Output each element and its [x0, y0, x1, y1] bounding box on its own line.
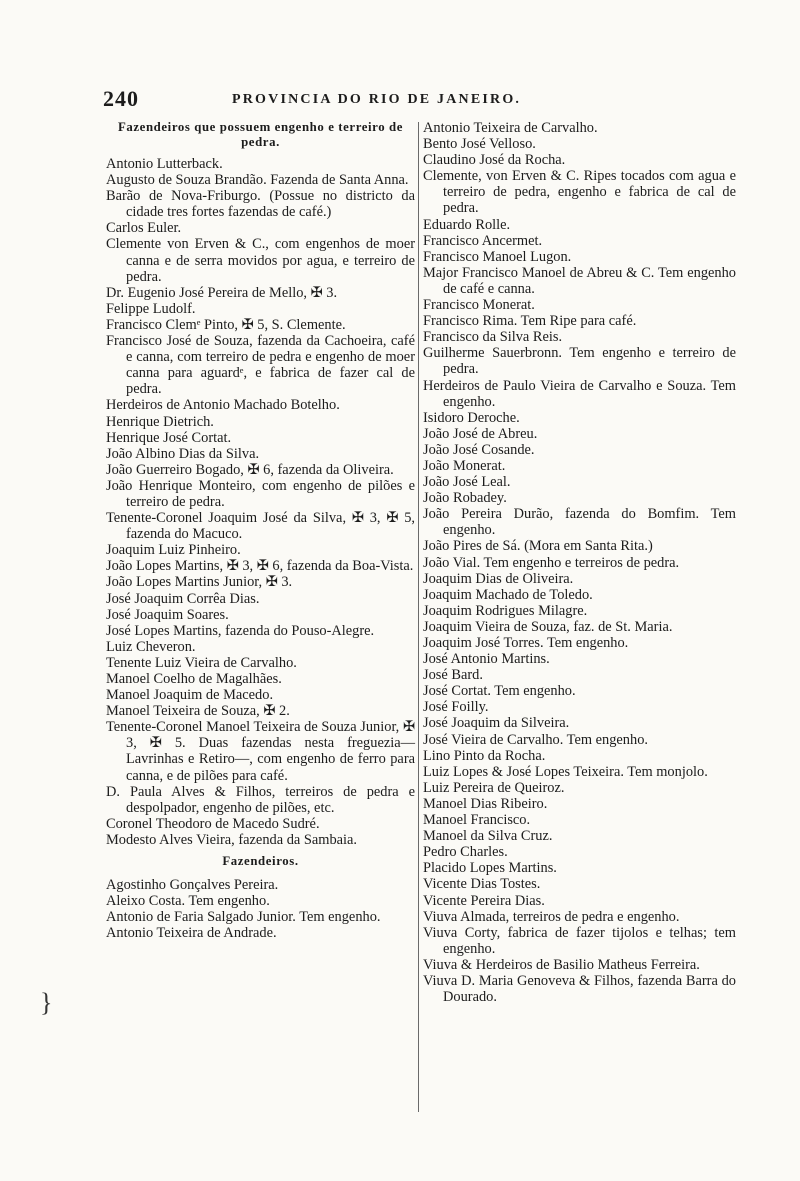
list-item: José Joaquim da Silveira.	[423, 715, 570, 732]
running-title: PROVINCIA DO RIO DE JANEIRO.	[232, 92, 522, 107]
list-item: Viuva D. Maria Genoveva & Filhos, fazenda Barra do Dourado.	[423, 972, 736, 1006]
list-item: Joaquim Vieira de Souza, faz. de St. Maria.	[423, 618, 673, 635]
list-item: José Vieira de Carvalho. Tem engenho.	[423, 731, 648, 748]
list-item: Francisco da Silva Reis.	[423, 329, 563, 346]
list-item: Joaquim Dias de Oliveira.	[423, 570, 574, 587]
list-item: Joaquim Machado de Toledo.	[423, 586, 593, 603]
list-item: Herdeiros de Paulo Vieira de Carvalho e Souza. Tem engenho.	[423, 377, 736, 410]
list-item: Viuva Almada, terreiros de pedra e engenho.	[423, 908, 680, 925]
list-item: Agostinho Gonçalves Pereira.	[106, 877, 279, 894]
list-item: Lino Pinto da Rocha.	[423, 747, 546, 764]
list-item: Clemente von Erven & C., com engenhos de moer canna e de serra movidos por agua, e terreiro de pedra.	[106, 236, 415, 285]
list-item: Vicente Pereira Dias.	[423, 892, 545, 909]
list-item: Henrique Dietrich.	[106, 413, 214, 430]
list-item: Joaquim Luiz Pinheiro.	[106, 542, 241, 559]
list-item: Eduardo Rolle.	[423, 216, 511, 233]
list-item: Francisco Monerat.	[423, 297, 535, 314]
list-item: Antonio Lutterback.	[106, 156, 223, 172]
list-item: Francisco Clemᵉ Pinto, ✠ 5, S. Clemente.	[106, 316, 346, 333]
list-item: Claudino José da Rocha.	[423, 152, 566, 169]
list-item: Luiz Lopes & José Lopes Teixeira. Tem monjolo.	[423, 763, 708, 780]
list-item: Luiz Cheveron.	[106, 638, 196, 655]
list-item: Guilherme Sauerbronn. Tem engenho e terreiro de pedra.	[423, 345, 736, 378]
list-item: Joaquim José Torres. Tem engenho.	[423, 635, 629, 651]
list-item: João José Cosande.	[423, 441, 535, 458]
list-item: Manoel Joaquim de Macedo.	[106, 687, 274, 704]
entry-list-2	[106, 877, 415, 941]
list-item: Antonio Teixeira de Carvalho.	[423, 120, 598, 136]
list-item: Vicente Dias Tostes.	[423, 876, 541, 893]
column-divider	[418, 122, 419, 1112]
list-item: José Foilly.	[423, 699, 489, 716]
section-heading: Fazendeiros que possuem engenho e terreiro de pedra.	[117, 120, 404, 149]
list-item: João Pereira Durão, fazenda do Bomfim. Tem engenho.	[423, 506, 736, 539]
list-item: Pedro Charles.	[423, 844, 508, 861]
list-item: José Lopes Martins, fazenda do Pouso-Alegre.	[106, 622, 375, 639]
list-item: José Joaquim Soares.	[106, 606, 229, 623]
list-item: Manoel Francisco.	[423, 812, 531, 829]
list-item: José Antonio Martins.	[423, 651, 550, 668]
list-item: João José de Abreu.	[423, 425, 538, 442]
page-number: 240	[103, 86, 139, 111]
list-item: Bento José Velloso.	[423, 136, 536, 153]
list-item: Modesto Alves Vieira, fazenda da Sambaia.	[106, 831, 358, 848]
list-item: José Bard.	[423, 667, 483, 684]
list-item: Francisco José de Souza, fazenda da Cachoeira, café e canna, com terreiro de pedra e engenho de moer canna para aguardᵉ, e fabrica de fazer cal de pedra.	[106, 333, 415, 398]
left-column	[106, 120, 415, 941]
list-item: Augusto de Souza Brandão. Fazenda de Santa Anna.	[106, 172, 409, 189]
list-item: João Monerat.	[423, 457, 506, 474]
list-item: Carlos Euler.	[106, 220, 182, 237]
list-item: Francisco Manoel Lugon.	[423, 248, 572, 265]
section-heading-fazendeiros: Fazendeiros.	[222, 854, 299, 869]
list-item: João Lopes Martins, ✠ 3, ✠ 6, fazenda da Boa-Vista.	[106, 558, 414, 575]
list-item: João Guerreiro Bogado, ✠ 6, fazenda da Oliveira.	[106, 461, 394, 478]
list-item: Joaquim Rodrigues Milagre.	[423, 602, 588, 619]
list-item: João Robadey.	[423, 490, 507, 507]
margin-bracket: }	[40, 988, 53, 1017]
list-item: Viuva & Herdeiros de Basilio Matheus Ferreira.	[423, 956, 700, 973]
list-item: Antonio Teixeira de Andrade.	[106, 925, 277, 942]
entry-list-right	[423, 120, 736, 1005]
list-item: Francisco Ancermet.	[423, 232, 543, 249]
list-item: Tenente Luiz Vieira de Carvalho.	[106, 654, 297, 671]
list-item: D. Paula Alves & Filhos, terreiros de pedra e despolpador, engenho de pilões, etc.	[106, 783, 415, 816]
list-item: Tenente-Coronel Manoel Teixeira de Souza Junior, ✠ 3, ✠ 5. Duas fazendas nesta freguezia—Lavrinhas e Retiro—, com engenho de ferro para canna, e de pilões para café.	[106, 719, 415, 784]
entry-list-1	[106, 156, 415, 848]
list-item: Placido Lopes Martins.	[423, 860, 557, 877]
list-item: João Albino Dias da Silva.	[106, 445, 260, 462]
list-item: Henrique José Cortat.	[106, 429, 232, 446]
list-item: Dr. Eugenio José Pereira de Mello, ✠ 3.	[106, 284, 338, 301]
list-item: Felippe Ludolf.	[106, 300, 196, 317]
list-item: Barão de Nova-Friburgo. (Possue no districto da cidade tres fortes fazendas de café.)	[106, 188, 415, 221]
list-item: Manoel Coelho de Magalhães.	[106, 671, 282, 687]
list-item: Manoel Dias Ribeiro.	[423, 795, 548, 812]
list-item: João Pires de Sá. (Mora em Santa Rita.)	[423, 538, 653, 555]
list-item: Francisco Rima. Tem Ripe para café.	[423, 313, 637, 330]
list-item: João Vial. Tem engenho e terreiros de pedra.	[423, 554, 680, 571]
list-item: Manoel da Silva Cruz.	[423, 828, 553, 845]
list-item: Luiz Pereira de Queiroz.	[423, 779, 565, 796]
list-item: João Henrique Monteiro, com engenho de pilões e terreiro de pedra.	[106, 477, 415, 510]
list-item: Major Francisco Manoel de Abreu & C. Tem engenho de café e canna.	[423, 264, 736, 297]
list-item: Coronel Theodoro de Macedo Sudré.	[106, 815, 320, 832]
list-item: Aleixo Costa. Tem engenho.	[106, 893, 270, 910]
list-item: João José Leal.	[423, 474, 511, 491]
list-item: José Cortat. Tem engenho.	[423, 683, 576, 700]
list-item: Antonio de Faria Salgado Junior. Tem engenho.	[106, 909, 381, 926]
list-item: João Lopes Martins Junior, ✠ 3.	[106, 574, 293, 591]
list-item: Herdeiros de Antonio Machado Botelho.	[106, 397, 340, 414]
list-item: José Joaquim Corrêa Dias.	[106, 590, 260, 607]
list-item: Tenente-Coronel Joaquim José da Silva, ✠ 3, ✠ 5, fazenda do Macuco.	[106, 510, 415, 543]
right-column	[423, 120, 736, 1005]
list-item: Manoel Teixeira de Souza, ✠ 2.	[106, 703, 290, 720]
list-item: Viuva Corty, fabrica de fazer tijolos e telhas; tem engenho.	[423, 924, 736, 957]
list-item: Clemente, von Erven & C. Ripes tocados com agua e terreiro de pedra, engenho e fabrica de cal de pedra.	[423, 168, 736, 217]
list-item: Isidoro Deroche.	[423, 409, 520, 426]
